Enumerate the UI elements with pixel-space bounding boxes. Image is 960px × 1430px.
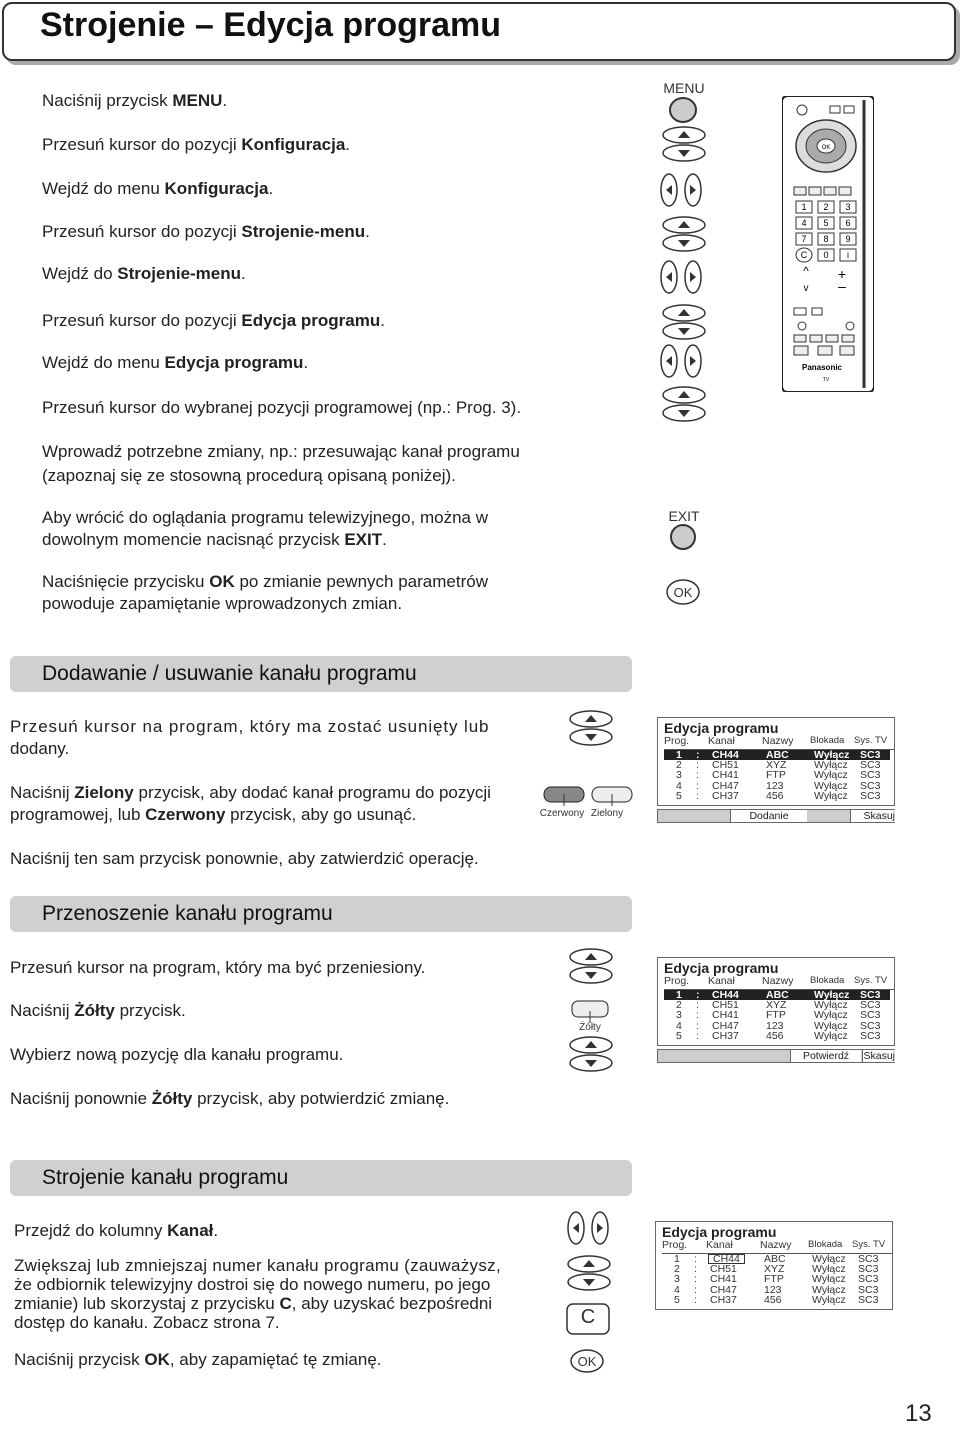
remote-key: 3 [845,202,851,212]
up-down-buttons-icon[interactable] [661,386,707,424]
table-row[interactable]: 2 : CH51 XYZ Wyłącz SC3 [676,759,881,772]
ok-button-label: OK [577,1354,597,1369]
table-footer [657,809,895,823]
remote-key: 2 [823,202,829,212]
left-right-buttons-icon[interactable] [566,1210,612,1248]
exit-button-label: EXIT [668,508,700,524]
s2-para-1: Przesuń kursor na program, który ma być przeniesiony. [10,958,426,977]
table-row[interactable]: 4 : CH47 123 Wyłącz SC3 [676,779,881,792]
color-buttons [542,784,634,806]
svg-text:+: + [837,266,847,282]
left-right-buttons-icon[interactable] [659,259,705,297]
s1-para-3: Naciśnij ten sam przycisk ponownie, aby zatwierdzić operację. [10,849,479,868]
intro-step: Wejdź do menu Edycja programu. [42,353,309,372]
up-down-buttons-icon[interactable] [568,948,614,984]
intro-ok-line-1: Naciśnięcie przycisku OK po zmianie pewnych parametrów [42,572,488,591]
svg-text:^: ^ [803,264,809,278]
table-row[interactable]: 3 : CH41 FTP Wyłącz SC3 [676,1009,881,1022]
intro-exit-line-1: Aby wrócić do oglądania programu telewizyjnego, można w [42,508,489,527]
program-edit-table [655,1221,893,1310]
footer-action[interactable]: Skasuj [850,810,895,822]
intro-change-line-2: (zapoznaj się ze stosowną procedurą opisaną poniżej). [42,466,456,485]
remote-key: 7 [801,234,807,244]
up-down-buttons-icon[interactable] [568,1036,614,1072]
s3-para-2b: że odbiornik telewizyjny dostroi się do nowego numeru, po jego [14,1275,491,1294]
s2-para-4: Naciśnij ponownie Żółty przycisk, aby potwierdzić zmianę. [10,1089,450,1108]
left-right-buttons-icon[interactable] [659,343,705,381]
s1-para-1b: dodany. [10,739,70,758]
yellow-button-label: Żółty [579,1022,601,1033]
s1-para-2a: Naciśnij Zielony przycisk, aby dodać kanał programu do pozycji [10,783,491,802]
green-button-label: Zielony [590,808,624,819]
table-row[interactable]: 3 : CH41 FTP Wyłącz SC3 [674,1273,879,1286]
remote-key: 1 [801,202,807,212]
s1-para-2b: programowej, lub Czerwony przycisk, aby go usunąć. [10,805,417,824]
s3-para-2d: dostęp do kanału. Zobacz strona 7. [14,1313,280,1332]
s2-para-3: Wybierz nową pozycję dla kanału programu. [10,1045,344,1064]
menu-button[interactable] [670,98,696,122]
remote-key: i [847,250,849,260]
svg-text:–: – [838,278,846,294]
intro-ok-line-2: powoduje zapamiętanie wprowadzonych zmian. [42,594,403,613]
remote-key: 8 [823,234,829,244]
up-down-buttons-icon[interactable] [661,216,707,254]
remote-key: 0 [823,250,829,260]
up-down-buttons-icon[interactable] [661,126,707,164]
table-row[interactable]: 2 : CH51 XYZ Wyłącz SC3 [674,1263,879,1276]
table-row[interactable]: 5 : CH37 456 Wyłącz SC3 [676,1029,881,1042]
table-header: Prog. Kanał Nazwy Blokada Sys. TV [662,1239,892,1254]
footer-action[interactable]: Skasuj [863,1049,895,1062]
c-button-label: C [580,1306,596,1328]
remote-key: 9 [845,234,851,244]
remote-key: 4 [801,218,807,228]
s3-para-2a: Zwiększaj lub zmniejszaj numer kanału programu (zauważysz, [14,1256,501,1275]
intro-step: Przesuń kursor do wybranej pozycji programowej (np.: Prog. 3). [42,398,522,417]
remote-control-icon [782,96,874,392]
left-right-buttons-icon[interactable] [659,172,705,210]
table-row[interactable]: 5 : CH37 456 Wyłącz SC3 [676,789,881,802]
intro-step: Wejdź do Strojenie-menu. [42,264,246,283]
table-row[interactable]: 5 : CH37 456 Wyłącz SC3 [674,1293,879,1306]
table-footer [657,1049,895,1063]
table-row[interactable]: 1 : CH44 ABC Wyłącz SC3 [664,990,890,1000]
intro-step: Wejdź do menu Konfiguracja. [42,179,274,198]
table-header: Prog. Kanał Nazwy Blokada Sys. TV [664,975,894,990]
s1-para-1a: Przesuń kursor na program, który ma zostać usunięty lub [10,717,490,736]
remote-key: 5 [823,218,829,228]
svg-text:OK: OK [821,145,831,151]
table-header: Prog. Kanał Nazwy Blokada Sys. TV [664,735,894,750]
table-row[interactable]: 4 : CH47 123 Wyłącz SC3 [676,1019,881,1032]
s3-para-2c: zmianie) lub skorzystaj z przycisku C, aby uzyskać bezpośredni [14,1294,493,1313]
page-number: 13 [905,1400,932,1427]
intro-step: Przesuń kursor do pozycji Strojenie-menu. [42,222,370,241]
intro-change-line-1: Wprowadź potrzebne zmiany, np.: przesuwając kanał programu [42,442,520,461]
svg-text:v: v [803,283,809,294]
yellow-button[interactable] [571,999,611,1023]
s2-para-2: Naciśnij Żółty przycisk. [10,1001,186,1020]
table-row[interactable]: 1 : CH44 ABC Wyłącz SC3 [674,1253,879,1265]
table-title: Edycja programu [662,1224,777,1240]
section-heading-add-remove: Dodawanie / usuwanie kanału programu [10,656,632,692]
intro-step: Naciśnij przycisk MENU. [42,91,228,110]
page-title: Strojenie – Edycja programu [40,6,502,44]
remote-tv-label: TV [822,377,830,383]
table-row[interactable]: 4 : CH47 123 Wyłącz SC3 [674,1283,879,1296]
s3-para-1: Przejdź do kolumny Kanał. [14,1221,219,1240]
table-title: Edycja programu [664,720,779,736]
up-down-buttons-icon[interactable] [661,304,707,342]
ok-button-label: OK [673,585,693,600]
remote-key: C [800,250,808,260]
up-down-buttons-icon[interactable] [568,710,614,746]
intro-exit-line-2: dowolnym momencie nacisnąć przycisk EXIT. [42,530,387,549]
intro-step: Przesuń kursor do pozycji Edycja programu. [42,311,385,330]
remote-brand: Panasonic [801,363,843,372]
red-button-label: Czerwony [539,808,585,819]
section-heading-tune: Strojenie kanału programu [10,1160,632,1196]
s3-para-3: Naciśnij przycisk OK, aby zapamiętać tę zmianę. [14,1350,382,1369]
program-edit-table [657,957,895,1063]
footer-action[interactable]: Potwierdź [790,1050,861,1062]
table-row[interactable]: 2 : CH51 XYZ Wyłącz SC3 [676,999,881,1012]
table-row[interactable]: 3 : CH41 FTP Wyłącz SC3 [676,769,881,782]
exit-button[interactable] [668,523,700,553]
remote-key: 6 [845,218,851,228]
menu-button-label: MENU [663,80,705,96]
program-edit-table [657,717,895,823]
table-title: Edycja programu [664,960,779,976]
up-down-buttons-icon[interactable] [566,1255,612,1291]
section-heading-move: Przenoszenie kanału programu [10,896,632,932]
table-row[interactable]: 1 : CH44 ABC Wyłącz SC3 [664,750,890,760]
intro-step: Przesuń kursor do pozycji Konfiguracja. [42,135,351,154]
footer-action[interactable]: Dodanie [730,810,807,822]
